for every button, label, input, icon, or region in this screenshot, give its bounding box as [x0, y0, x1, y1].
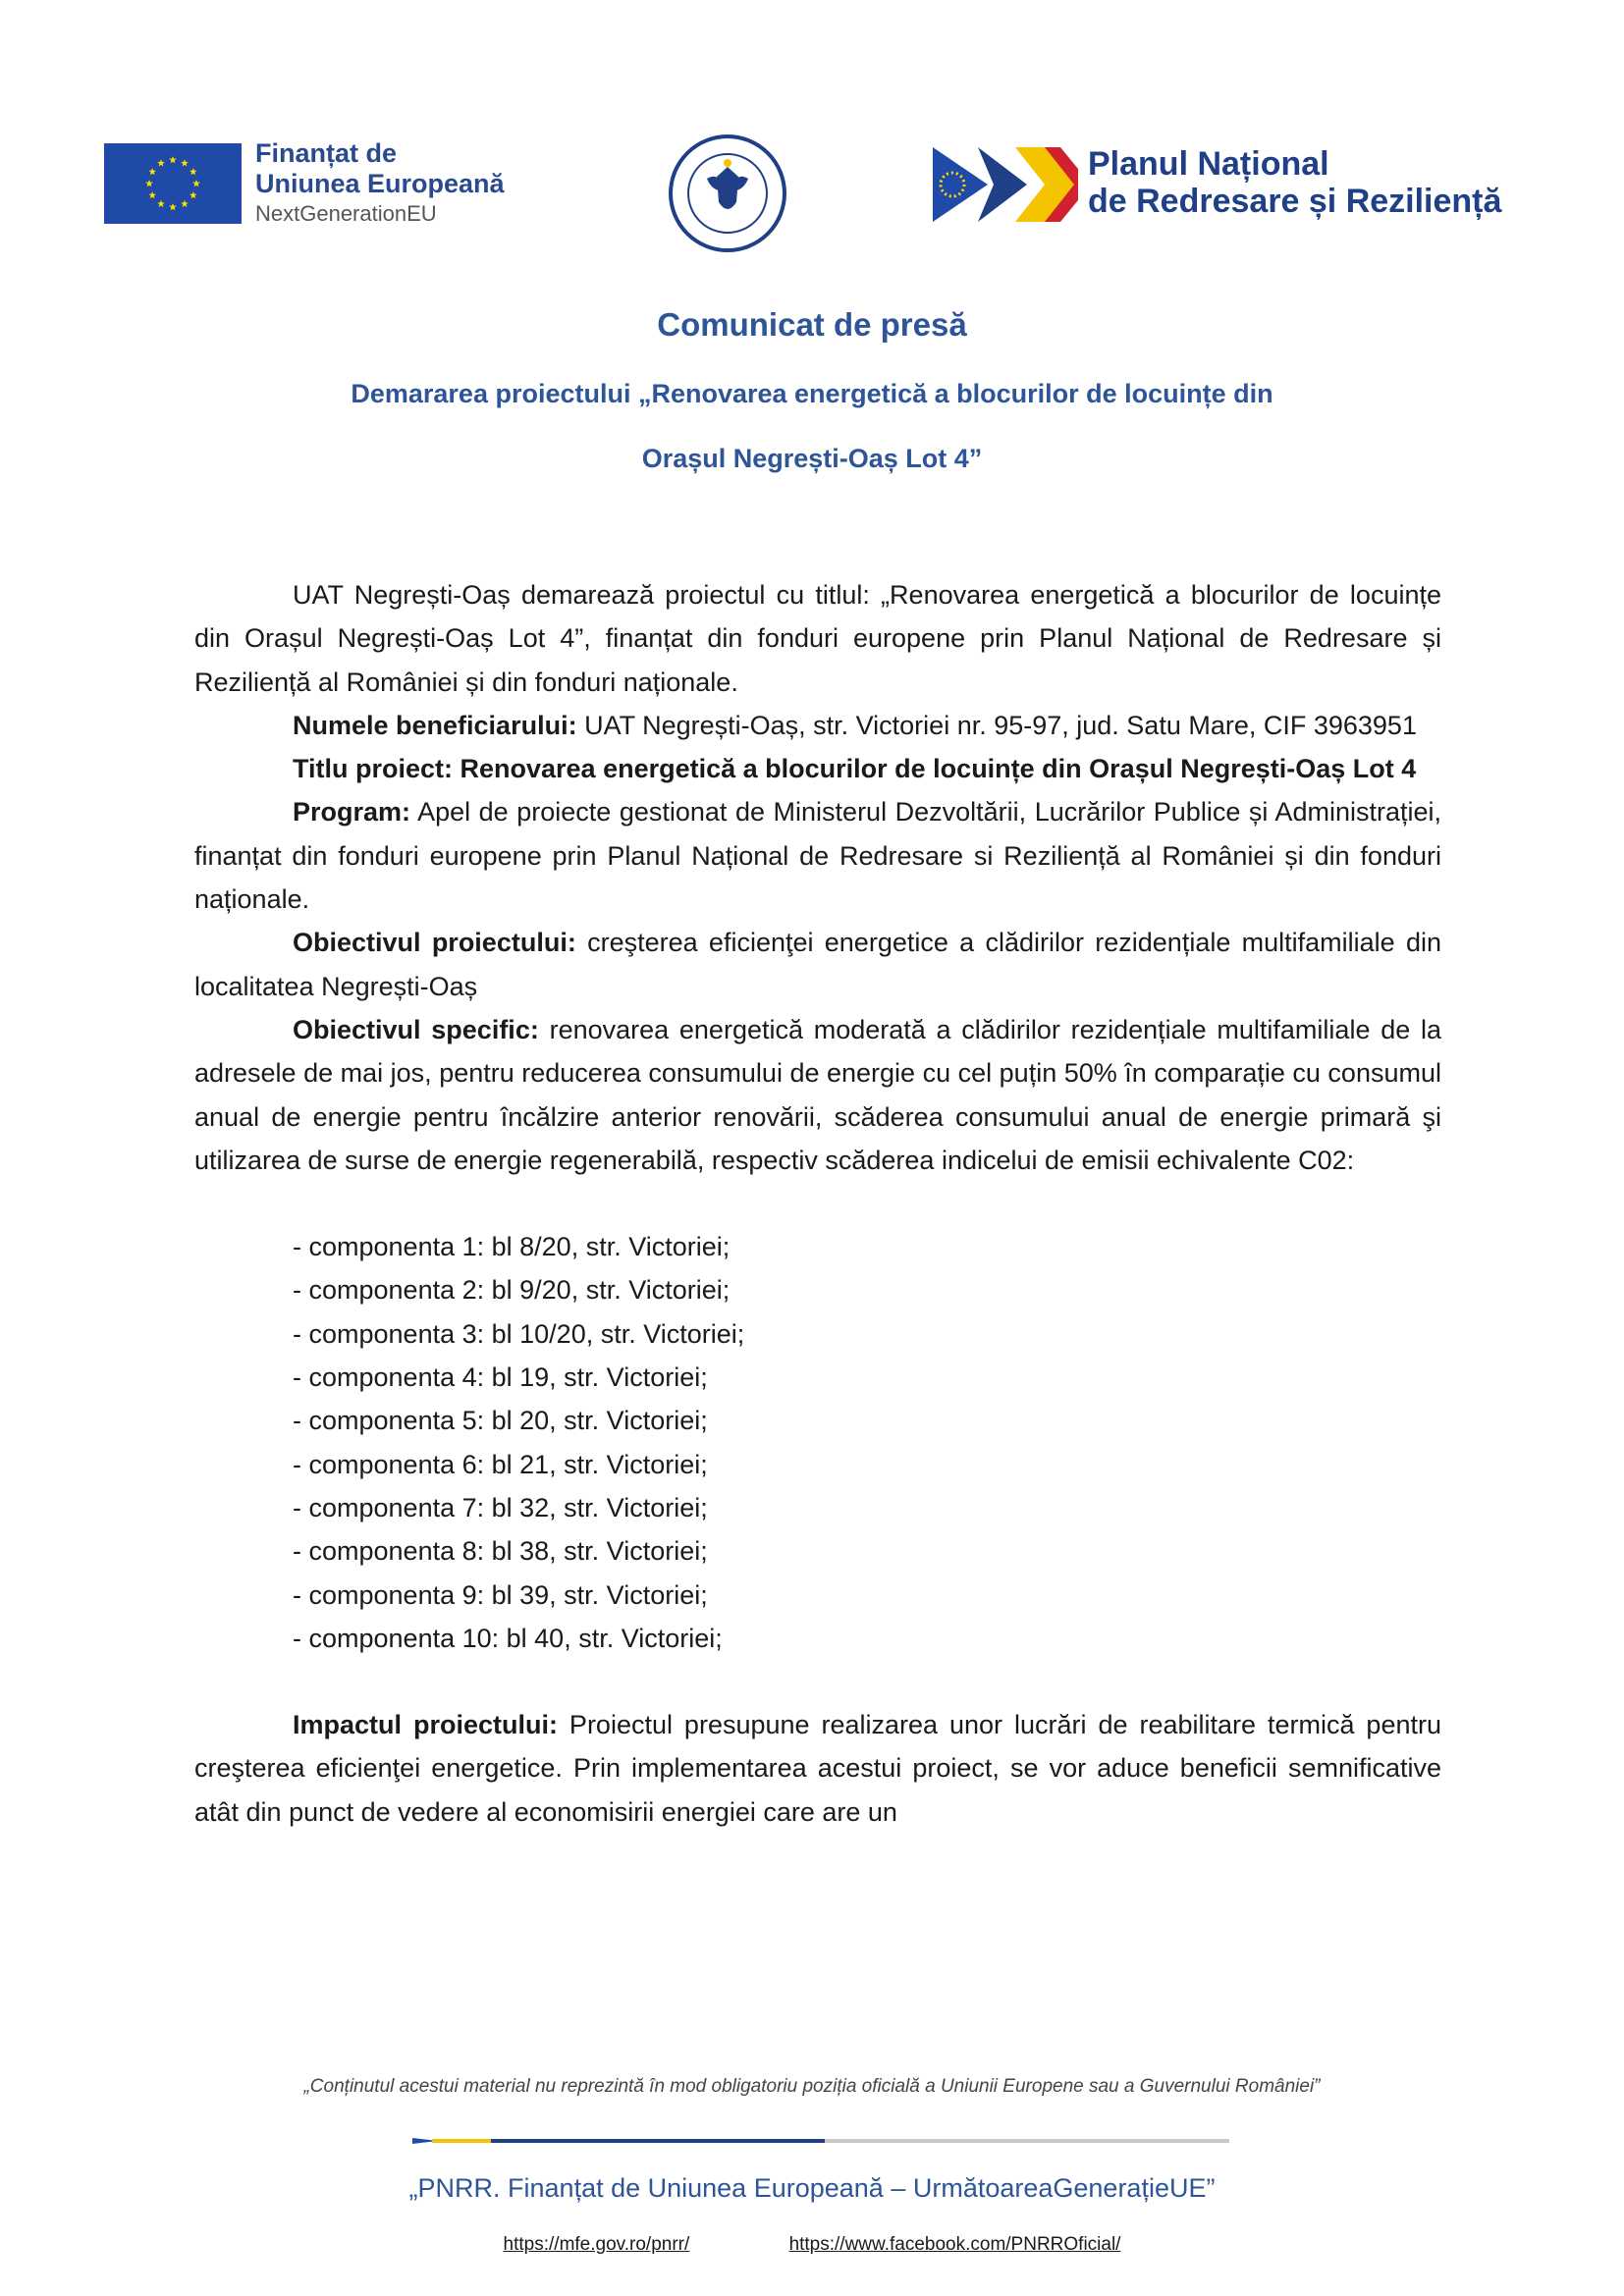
link-mfe-pnrr[interactable]: https://mfe.gov.ro/pnrr/ [503, 2234, 690, 2255]
header-logos [0, 0, 1624, 255]
impact-value: Proiectul presupune realizarea unor lucrări de reabilitare termică pentru creşterea eficienţei energetice. Prin implementarea acestui proiect, se vor aduce beneficii semnificative atât din punct de vedere al economisirii energiei care are un [194, 1710, 1441, 1827]
eu-line-1: Finanțat de [255, 138, 398, 168]
list-item: - componenta 5: bl 20, str. Victoriei; [194, 1399, 1441, 1442]
list-item: - componenta 7: bl 32, str. Victoriei; [194, 1486, 1441, 1529]
impact-label: Impactul proiectului: [293, 1710, 558, 1740]
eu-flag-icon [104, 143, 242, 224]
government-seal-icon [668, 133, 787, 253]
footer-divider [412, 2136, 1229, 2146]
objective-label: Obiectivul proiectului: [293, 928, 576, 958]
components-list [194, 1225, 1441, 1660]
eu-line-2: Uniunea Europeană [255, 169, 505, 198]
list-item: - componenta 1: bl 8/20, str. Victoriei; [194, 1225, 1441, 1268]
footer-slogan: „PNRR. Finanțat de Uniunea Europeană – UrmătoareaGenerațieUE” [408, 2173, 1216, 2203]
spacer [194, 1660, 1441, 1703]
beneficiary-value: UAT Negrești-Oaș, str. Victoriei nr. 95-97, jud. Satu Mare, CIF 3963951 [576, 710, 1417, 740]
list-item: - componenta 10: bl 40, str. Victoriei; [194, 1617, 1441, 1660]
spacer [194, 1182, 1441, 1225]
project-title-label: Titlu proiect: Renovarea energetică a blocurilor de locuințe din Orașul Negrești-Oaș Lot 4 [293, 754, 1417, 784]
specific-objective-label: Obiectivul specific: [293, 1014, 539, 1044]
project-title-paragraph [194, 747, 1441, 790]
specific-objective-value: renovarea energetică moderată a clădirilor rezidențiale multifamiliale de la adresele de mai jos, pentru reducerea consumului de energie cu cel puțin 50% în comparație cu consumul anual de energie pentru încălzire anterior renovării, scăderea consumului anual de energie primară şi utilizarea de surse de energie regenerabilă, respectiv scăderea indicelui de emisii echivalente C02: [194, 1014, 1441, 1175]
page-title: Comunicat de presă [657, 306, 967, 343]
program-label: Program: [293, 797, 411, 828]
beneficiary-label: Numele beneficiarului: [293, 710, 577, 740]
list-item: - componenta 8: bl 38, str. Victoriei; [194, 1529, 1441, 1573]
eu-line-3: NextGenerationEU [255, 201, 437, 226]
pnrr-label [1088, 145, 1598, 220]
specific-objective-paragraph [194, 1008, 1441, 1182]
impact-paragraph [194, 1703, 1441, 1834]
pnrr-line-2: de Redresare și Reziliență [1088, 183, 1502, 220]
link-facebook-pnrr[interactable]: https://www.facebook.com/PNRROficial/ [788, 2234, 1121, 2255]
press-release-body [194, 573, 1441, 1834]
program-paragraph [194, 790, 1441, 921]
eu-funding-label [255, 138, 550, 229]
footer-links [0, 2234, 1624, 2256]
subtitle-line-2: Orașul Negrești-Oaș Lot 4” [641, 444, 983, 473]
list-item: - componenta 6: bl 21, str. Victoriei; [194, 1443, 1441, 1486]
beneficiary-paragraph [194, 704, 1441, 747]
objective-value: creşterea eficienţei energetice a clădirilor rezidențiale multifamiliale din localitatea Negrești-Oaș [194, 928, 1441, 1001]
list-item: - componenta 2: bl 9/20, str. Victoriei; [194, 1268, 1441, 1311]
pnrr-line-1: Planul Național [1088, 145, 1329, 183]
list-item: - componenta 3: bl 10/20, str. Victoriei; [194, 1312, 1441, 1356]
list-item: - componenta 9: bl 39, str. Victoriei; [194, 1574, 1441, 1617]
program-value: Apel de proiecte gestionat de Ministerul Dezvoltării, Lucrărilor Publice și Administrației, finanțat din fonduri europene prin Planul Național de Redresare si Reziliență al României și din fonduri naționale. [194, 797, 1441, 915]
list-item: - componenta 4: bl 19, str. Victoriei; [194, 1356, 1441, 1399]
intro-paragraph: UAT Negrești-Oaș demarează proiectul cu titlul: „Renovarea energetică a blocurilor de locuințe din Orașul Negrești-Oaș Lot 4”, finanțat din fonduri europene prin Planul Național de Redresare și Reziliență al României și din fonduri naționale. [194, 580, 1441, 697]
objective-paragraph [194, 921, 1441, 1008]
disclaimer: „Conținutul acestui material nu reprezintă în mod obligatoriu poziția oficială a Uniunii Europene sau a Guvernului României” [303, 2076, 1321, 2097]
subtitle-line-1: Demararea proiectului „Renovarea energetică a blocurilor de locuințe din [351, 379, 1273, 408]
pnrr-logo-icon [933, 147, 1078, 222]
